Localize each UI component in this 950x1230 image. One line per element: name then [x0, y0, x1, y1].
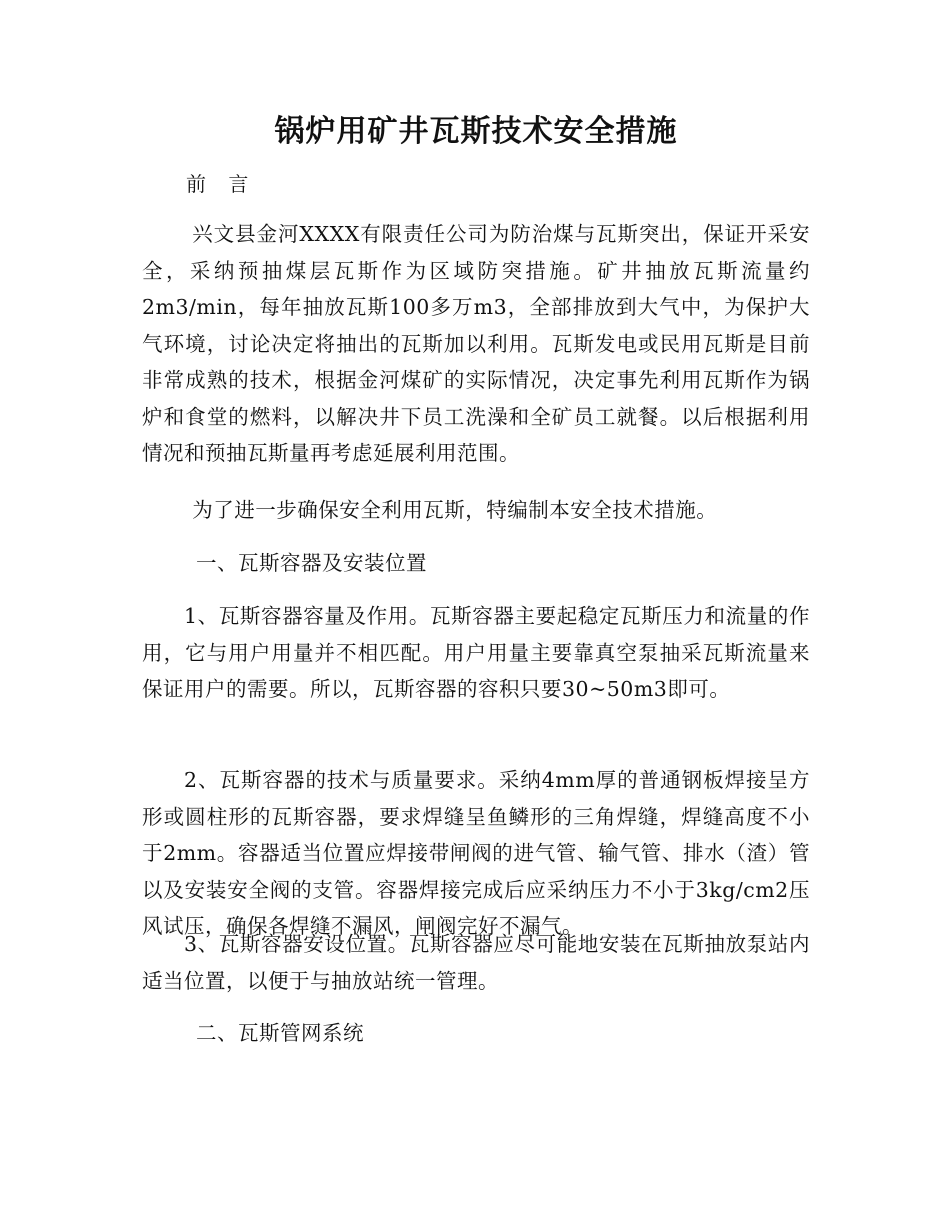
document-title: 锅炉用矿井瓦斯技术安全措施 — [274, 114, 678, 149]
section-heading-2: 二、瓦斯管网系统 — [196, 1021, 364, 1045]
section-heading-1: 一、瓦斯容器及安装位置 — [196, 551, 427, 575]
list-item-2: 2、瓦斯容器的技术与质量要求。采纳4mm厚的普通钢板焊接呈方形或圆柱形的瓦斯容器，要求焊缝呈鱼鳞形的三角焊缝，焊缝高度不小于2mm。容器适当位置应焊接带闸阀的进气管、输气管、排水（渣）管以及安装安全阀的支管。容器焊接完成后应采纳压力不小于3kg/cm2压风试压，确保各焊缝不漏风，闸阀完好不漏气。 — [142, 768, 810, 938]
preface-label: 前 言 — [186, 172, 257, 196]
list-item-1: 1、瓦斯容器容量及作用。瓦斯容器主要起稳定瓦斯压力和流量的作用，它与用户用量并不相匹配。用户用量主要靠真空泵抽采瓦斯流量来保证用户的需要。所以，瓦斯容器的容积只要30~50m3即可。 — [142, 604, 810, 701]
purpose-paragraph: 为了进一步确保安全利用瓦斯，特编制本安全技术措施。 — [192, 498, 718, 522]
list-item-3: 3、瓦斯容器安设位置。瓦斯容器应尽可能地安装在瓦斯抽放泵站内适当位置，以便于与抽放站统一管理。 — [142, 932, 810, 993]
intro-paragraph: 兴文县金河XXXX有限责任公司为防治煤与瓦斯突出，保证开采安全，采纳预抽煤层瓦斯作为区域防突措施。矿井抽放瓦斯流量约2m3/min，每年抽放瓦斯100多万m3，全部排放到大气中，为保护大气环境，讨论决定将抽出的瓦斯加以利用。瓦斯发电或民用瓦斯是目前非常成熟的技术，根据金河煤矿的实际情况，决定事先利用瓦斯作为锅炉和食堂的燃料，以解决井下员工洗澡和全矿员工就餐。以后根据利用情况和预抽瓦斯量再考虑延展利用范围。 — [142, 222, 810, 465]
